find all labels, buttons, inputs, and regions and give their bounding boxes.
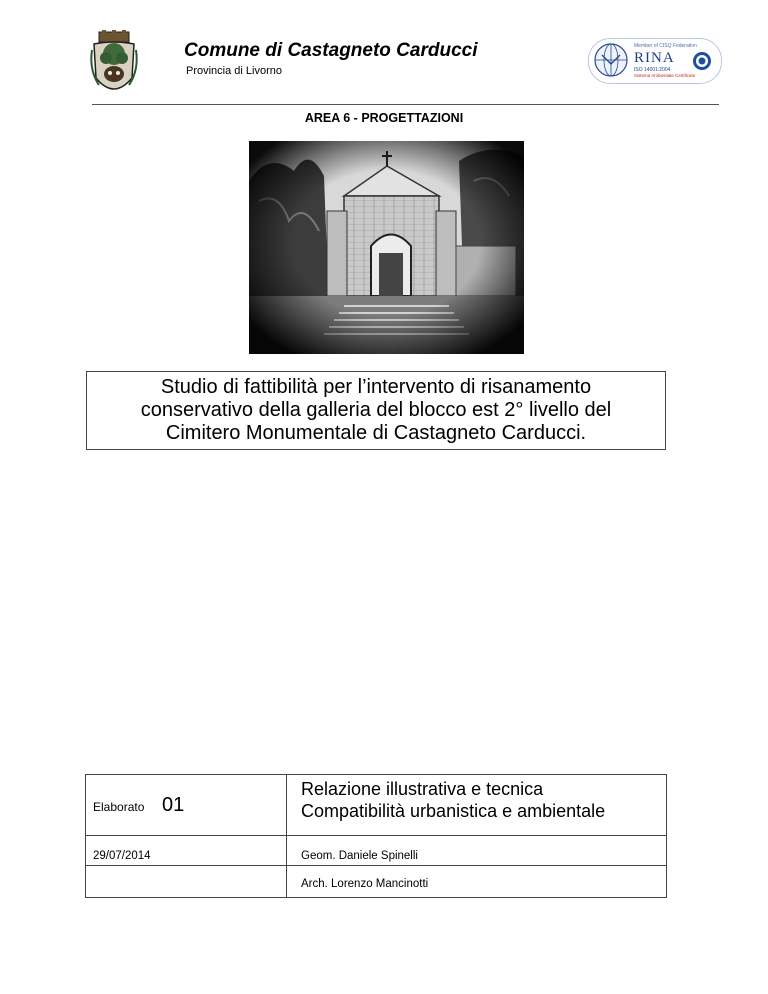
table-divider-row-2: [86, 865, 666, 866]
globe-icon: [593, 42, 629, 78]
table-divider-row-1: [86, 835, 666, 836]
table-divider-vertical: [286, 775, 287, 897]
cert-brand: RINA: [634, 50, 675, 66]
author-2: Arch. Lorenzo Mancinotti: [301, 878, 429, 890]
document-info-table: [85, 774, 667, 898]
cert-member-text: Member of CISQ Federation: [634, 43, 697, 49]
author-1: Geom. Daniele Spinelli: [301, 850, 418, 862]
cert-system-text: Sistema Ambientale Certificato: [634, 73, 696, 78]
seal-icon: [692, 51, 712, 71]
area-heading: AREA 6 - PROGETTAZIONI: [304, 111, 464, 125]
description-line-1: Relazione illustrativa e tecnica: [301, 779, 544, 799]
cemetery-chapel-photo: [249, 141, 524, 354]
description-line-2: Compatibilità urbanistica e ambientale: [301, 801, 606, 821]
municipality-name: Comune di Castagneto Carducci: [184, 40, 478, 61]
municipal-crest-icon: [89, 30, 139, 100]
cert-standard: ISO 14001:2004: [634, 67, 671, 73]
title-line-2: conservativo della galleria del blocco est 2° livello del: [140, 399, 612, 421]
province-name: Provincia di Livorno: [186, 65, 282, 77]
title-line-1: Studio di fattibilità per l’intervento di risanamento: [160, 376, 592, 398]
header-divider: [92, 104, 719, 105]
document-date: 29/07/2014: [93, 850, 151, 862]
elaborato-number: 01: [162, 794, 185, 816]
certification-logo: [588, 38, 722, 84]
elaborato-label: Elaborato: [93, 800, 145, 814]
document-title-box: [86, 371, 666, 450]
title-line-3: Cimitero Monumentale di Castagneto Carducci.: [165, 422, 587, 444]
